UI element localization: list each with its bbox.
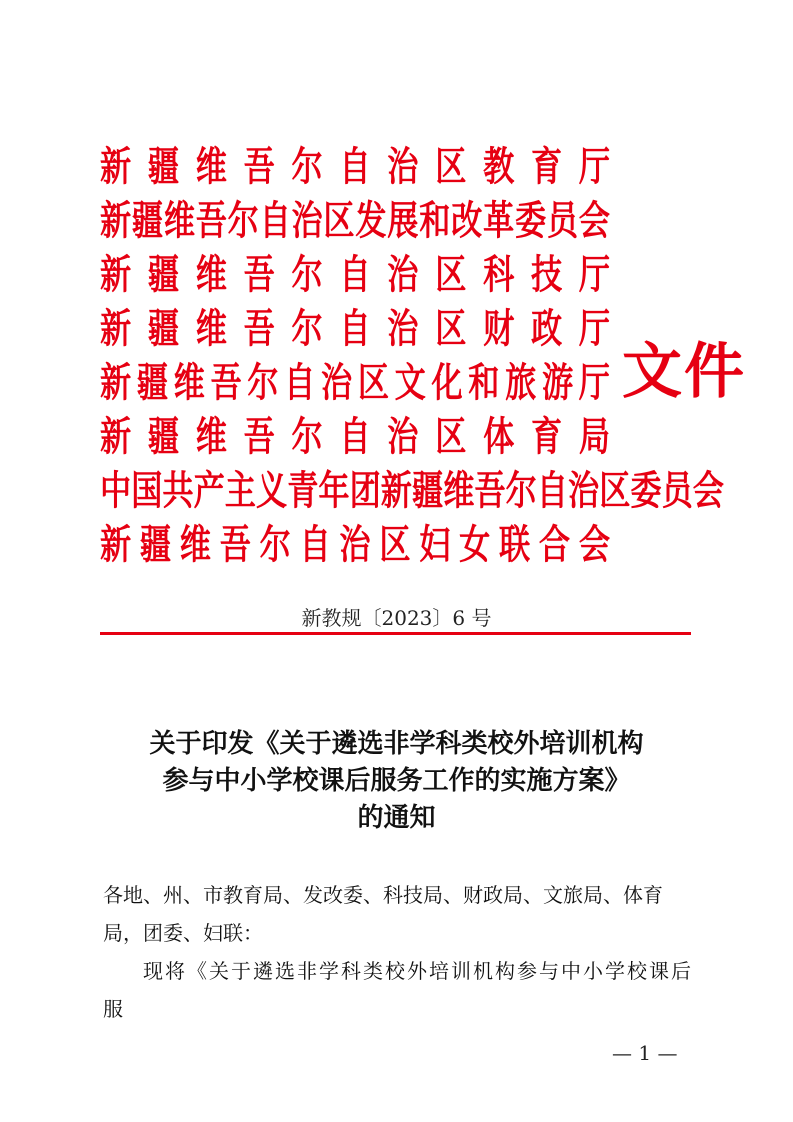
issuer-char: 团 (349, 467, 381, 514)
document-title (0, 726, 793, 837)
document-body (103, 876, 693, 1028)
document-number: 新教规〔2023〕6 号 (301, 606, 492, 630)
issuer-char: 维 (195, 251, 227, 298)
issuer-char: 文 (394, 359, 426, 406)
issuer-char: 疆 (136, 359, 169, 406)
issuer-char: 吾 (219, 521, 251, 568)
issuer-char: 治 (291, 197, 323, 244)
issuer-char: 育 (530, 143, 563, 190)
issuer-name (100, 356, 610, 410)
issuer-name (100, 194, 610, 248)
issuer-char: 维 (163, 197, 196, 244)
issuer-char: 尔 (247, 359, 279, 406)
issuer-char: 改 (451, 197, 483, 244)
issuer-char: 新 (100, 143, 132, 190)
issuer-char: 国 (131, 467, 163, 514)
issuer-name (100, 464, 724, 518)
issuer-char: 政 (530, 305, 563, 352)
issuer-name (100, 410, 610, 464)
issuer-char: 和 (468, 359, 500, 406)
issuer-name (100, 302, 610, 356)
issuer-char: 区 (435, 305, 467, 352)
issuer-char: 厅 (578, 143, 611, 190)
issuer-char: 区 (435, 251, 467, 298)
issuer-char: 会 (692, 467, 724, 514)
issuer-char: 技 (530, 251, 563, 298)
issuer-char: 和 (419, 197, 451, 244)
issuer-char: 厅 (578, 305, 611, 352)
issuer-char: 治 (320, 359, 353, 406)
issuer-char: 治 (339, 521, 371, 568)
issuer-char: 治 (387, 251, 419, 298)
issuer-char: 主 (224, 467, 256, 514)
issuer-char: 吾 (474, 467, 506, 514)
issuer-char: 治 (387, 305, 419, 352)
issuer-char: 尔 (227, 197, 259, 244)
issuer-char: 治 (568, 467, 600, 514)
issuer-char: 共 (162, 467, 194, 514)
issuer-char: 自 (339, 305, 371, 352)
issuer-char: 区 (435, 413, 467, 460)
issuer-char: 教 (483, 143, 515, 190)
issuer-char: 员 (661, 467, 693, 514)
issuer-char: 维 (195, 143, 227, 190)
issuer-char: 新 (100, 413, 132, 460)
red-divider-line (100, 632, 691, 635)
issuer-char: 合 (538, 521, 571, 568)
issuer-char: 尔 (291, 413, 323, 460)
issuer-char: 尔 (259, 521, 291, 568)
issuer-char: 新 (100, 251, 132, 298)
title-line: 的通知 (357, 803, 436, 833)
title-line: 关于印发《关于遴选非学科类校外培训机构 (149, 729, 644, 759)
issuer-name (100, 248, 610, 302)
issuer-char: 新 (380, 467, 412, 514)
issuer-char: 疆 (147, 251, 180, 298)
body-paragraph: 现将《关于遴选非学科类校外培训机构参与中小学校课后服 (103, 959, 693, 1021)
issuer-char: 新 (100, 359, 132, 406)
issuer-char: 新 (100, 521, 132, 568)
issuer-char: 疆 (147, 143, 180, 190)
issuer-char: 展 (387, 197, 419, 244)
issuer-char: 维 (173, 359, 205, 406)
issuer-char: 青 (287, 467, 319, 514)
issuer-char: 自 (536, 467, 568, 514)
issuer-char: 疆 (147, 413, 180, 460)
recipients-paragraph: 各地、州、市教育局、发改委、科技局、财政局、文旅局、体育局，团委、妇联： (103, 883, 663, 945)
issuer-char: 疆 (131, 197, 164, 244)
issuer-char: 自 (339, 143, 371, 190)
issuer-char: 新 (100, 305, 132, 352)
issuer-char: 女 (459, 521, 491, 568)
issuer-char: 吾 (243, 251, 275, 298)
issuer-char: 革 (483, 197, 515, 244)
issuer-char: 新 (100, 197, 132, 244)
issuer-char: 财 (483, 305, 515, 352)
issuer-char: 厅 (578, 251, 611, 298)
issuer-name (100, 140, 610, 194)
issuer-char: 区 (323, 197, 355, 244)
issuer-char: 尔 (505, 467, 537, 514)
issuer-char: 义 (256, 467, 288, 514)
issuer-char: 治 (387, 143, 419, 190)
issuer-char: 会 (578, 521, 611, 568)
issuer-char: 科 (483, 251, 515, 298)
issuer-char: 吾 (243, 305, 275, 352)
issuer-name (100, 518, 610, 572)
issuer-char: 发 (355, 197, 387, 244)
issuer-char: 育 (530, 413, 563, 460)
issuer-char: 自 (339, 251, 371, 298)
issuer-char: 化 (431, 359, 463, 406)
issuer-char: 妇 (419, 521, 451, 568)
issuer-char: 吾 (243, 143, 275, 190)
issuer-char: 维 (195, 413, 227, 460)
page-number: — 1 — (612, 1041, 678, 1065)
issuer-char: 自 (299, 521, 331, 568)
issuer-char: 委 (514, 197, 547, 244)
issuer-char: 会 (578, 197, 610, 244)
issuer-char: 区 (379, 521, 411, 568)
issuer-char: 治 (387, 413, 419, 460)
issuer-char: 员 (546, 197, 579, 244)
issuer-char: 委 (630, 467, 662, 514)
issuer-char: 中 (100, 467, 132, 514)
document-label: 文件 (622, 337, 746, 407)
issuer-char: 联 (499, 521, 531, 568)
issuer-char: 旅 (505, 359, 537, 406)
issuer-char: 疆 (139, 521, 172, 568)
issuer-char: 维 (195, 305, 227, 352)
issuer-char: 尔 (291, 305, 323, 352)
issuer-char: 区 (599, 467, 631, 514)
issuer-char: 区 (435, 143, 467, 190)
issuer-char: 体 (483, 413, 515, 460)
issuer-char: 尔 (291, 143, 323, 190)
issuer-char: 游 (541, 359, 574, 406)
issuer-char: 疆 (147, 305, 180, 352)
issuer-char: 吾 (243, 413, 275, 460)
issuer-char: 产 (193, 467, 225, 514)
issuer-char: 吾 (210, 359, 242, 406)
issuer-char: 厅 (578, 359, 610, 406)
issuer-char: 年 (318, 467, 350, 514)
issuer-char: 维 (443, 467, 475, 514)
issuer-char: 疆 (412, 467, 444, 514)
issuer-char: 局 (578, 413, 611, 460)
issuer-char: 区 (357, 359, 390, 406)
issuer-char: 自 (259, 197, 291, 244)
issuer-char: 自 (339, 413, 371, 460)
issuer-char: 维 (179, 521, 212, 568)
issuer-char: 吾 (195, 197, 227, 244)
issuer-char: 自 (284, 359, 316, 406)
issuer-char: 尔 (291, 251, 323, 298)
title-line: 参与中小学校课后服务工作的实施方案》 (162, 766, 631, 796)
